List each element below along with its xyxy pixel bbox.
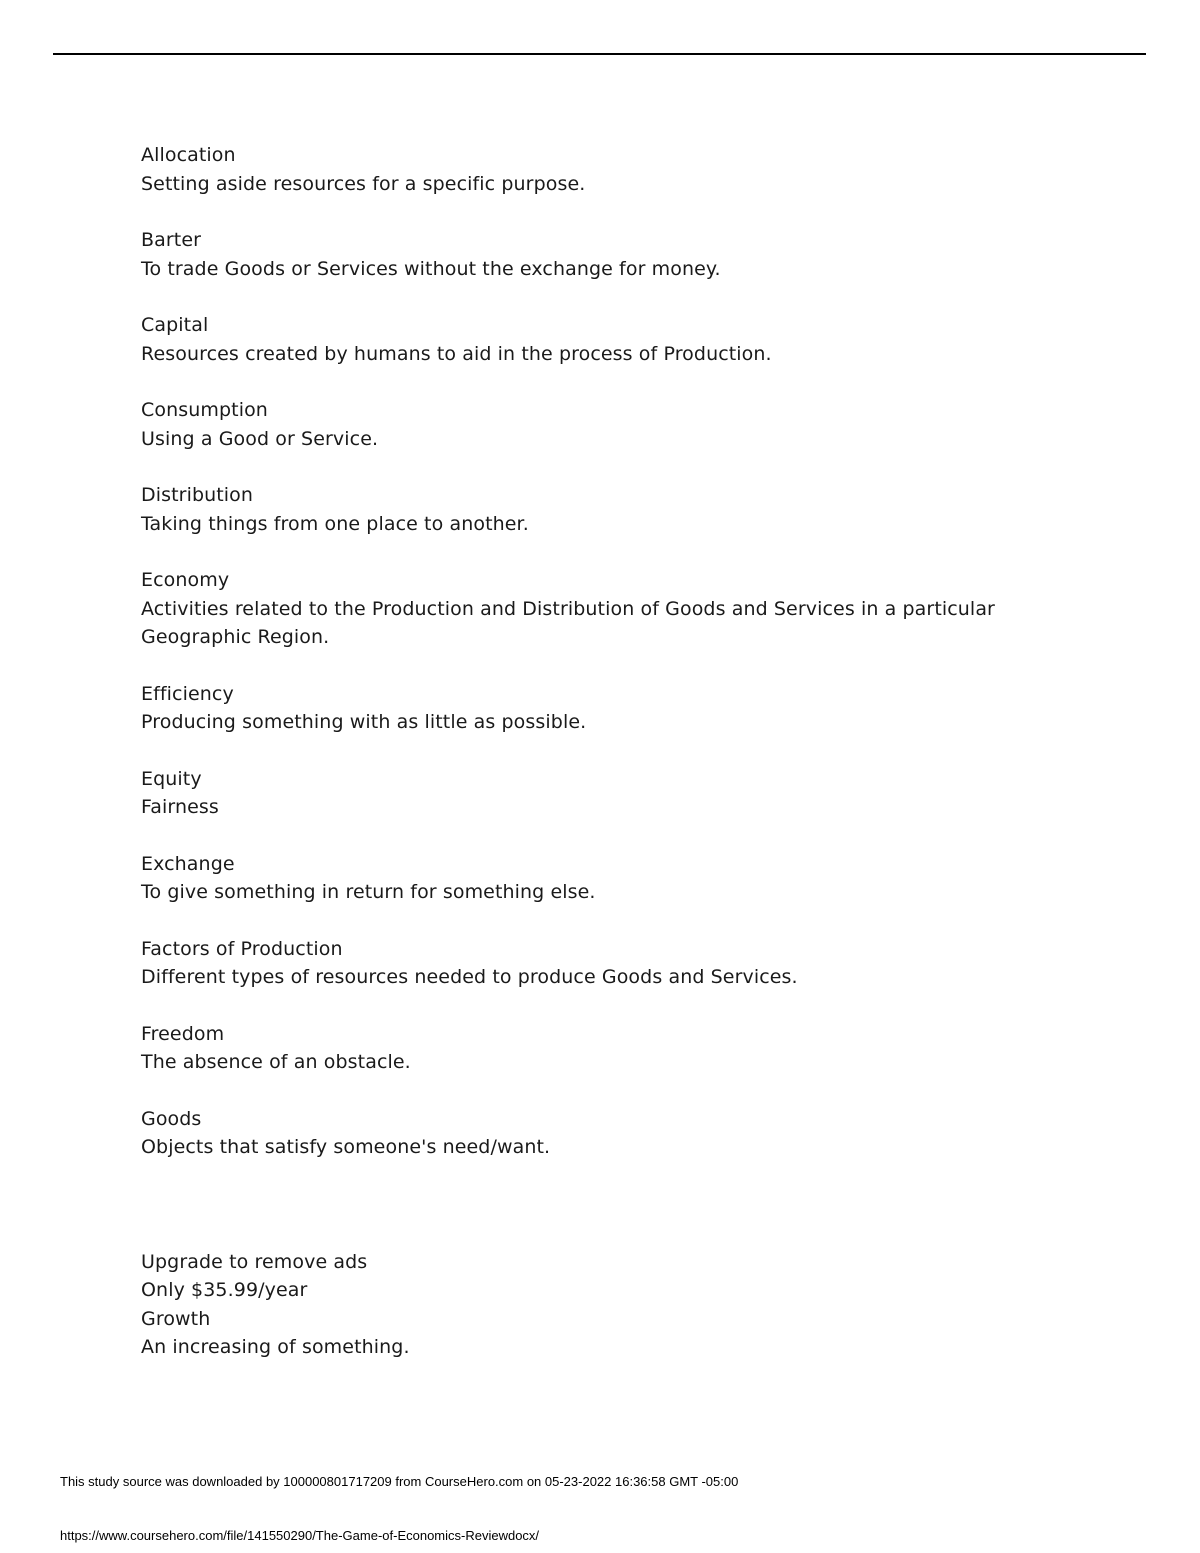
glossary-definition: The absence of an obstacle. [141,1051,411,1073]
glossary-list [141,141,1041,1362]
glossary-definition: Objects that satisfy someone's need/want. [141,1136,551,1158]
glossary-term: Efficiency [141,682,234,705]
glossary-definition: Taking things from one place to another. [141,512,529,535]
upgrade-promo-text: Upgrade to remove ads [141,1250,368,1273]
glossary-term: Goods [141,1107,202,1130]
glossary-term: Capital [141,314,209,336]
glossary-definition: Fairness [141,796,219,818]
glossary-definition: Setting aside resources for a specific purpose. [141,172,586,195]
source-url: https://www.coursehero.com/file/141550290/The-Game-of-Economics-Reviewdocx/ [60,1528,540,1543]
download-notice: This study source was downloaded by 100000801717209 from CourseHero.com on 05-23-2022 16:36:58 GMT -05:00 [60,1474,739,1489]
glossary-entry [141,311,1041,368]
top-divider [53,53,1146,55]
glossary-entry [141,396,1041,453]
glossary-definition: Producing something with as little as possible. [141,711,587,733]
glossary-entry [141,1020,1041,1077]
glossary-term: Distribution [141,484,254,506]
glossary-term: Economy [141,569,230,591]
glossary-entry [141,765,1041,822]
glossary-entry [141,935,1041,992]
glossary-term: Allocation [141,144,236,166]
glossary-term: Freedom [141,1022,225,1045]
glossary-entry [141,850,1041,907]
glossary-definition: Activities related to the Production and Distribution of Goods and Services in a particular Geographic Region. [141,597,995,648]
glossary-entry [141,680,1041,737]
glossary-entry [141,481,1041,538]
glossary-definition: Resources created by humans to aid in the process of Production. [141,342,772,365]
glossary-entry [141,226,1041,283]
glossary-definition: Using a Good or Service. [141,427,379,450]
upgrade-price-text: Only $35.99/year [141,1279,308,1301]
glossary-term: Barter [141,229,202,251]
glossary-term: Consumption [141,399,268,421]
glossary-term: Factors of Production [141,937,343,960]
upgrade-promo [141,1248,1041,1362]
glossary-definition: To give something in return for something else. [141,881,596,903]
glossary-definition: Different types of resources needed to produce Goods and Services. [141,966,798,988]
glossary-definition: An increasing of something. [141,1336,410,1358]
glossary-term: Growth [141,1307,211,1330]
glossary-term: Exchange [141,852,235,875]
glossary-entry [141,141,1041,198]
glossary-entry [141,566,1041,652]
glossary-entry [141,1105,1041,1162]
glossary-term: Equity [141,767,202,790]
glossary-definition: To trade Goods or Services without the exchange for money. [141,257,721,280]
